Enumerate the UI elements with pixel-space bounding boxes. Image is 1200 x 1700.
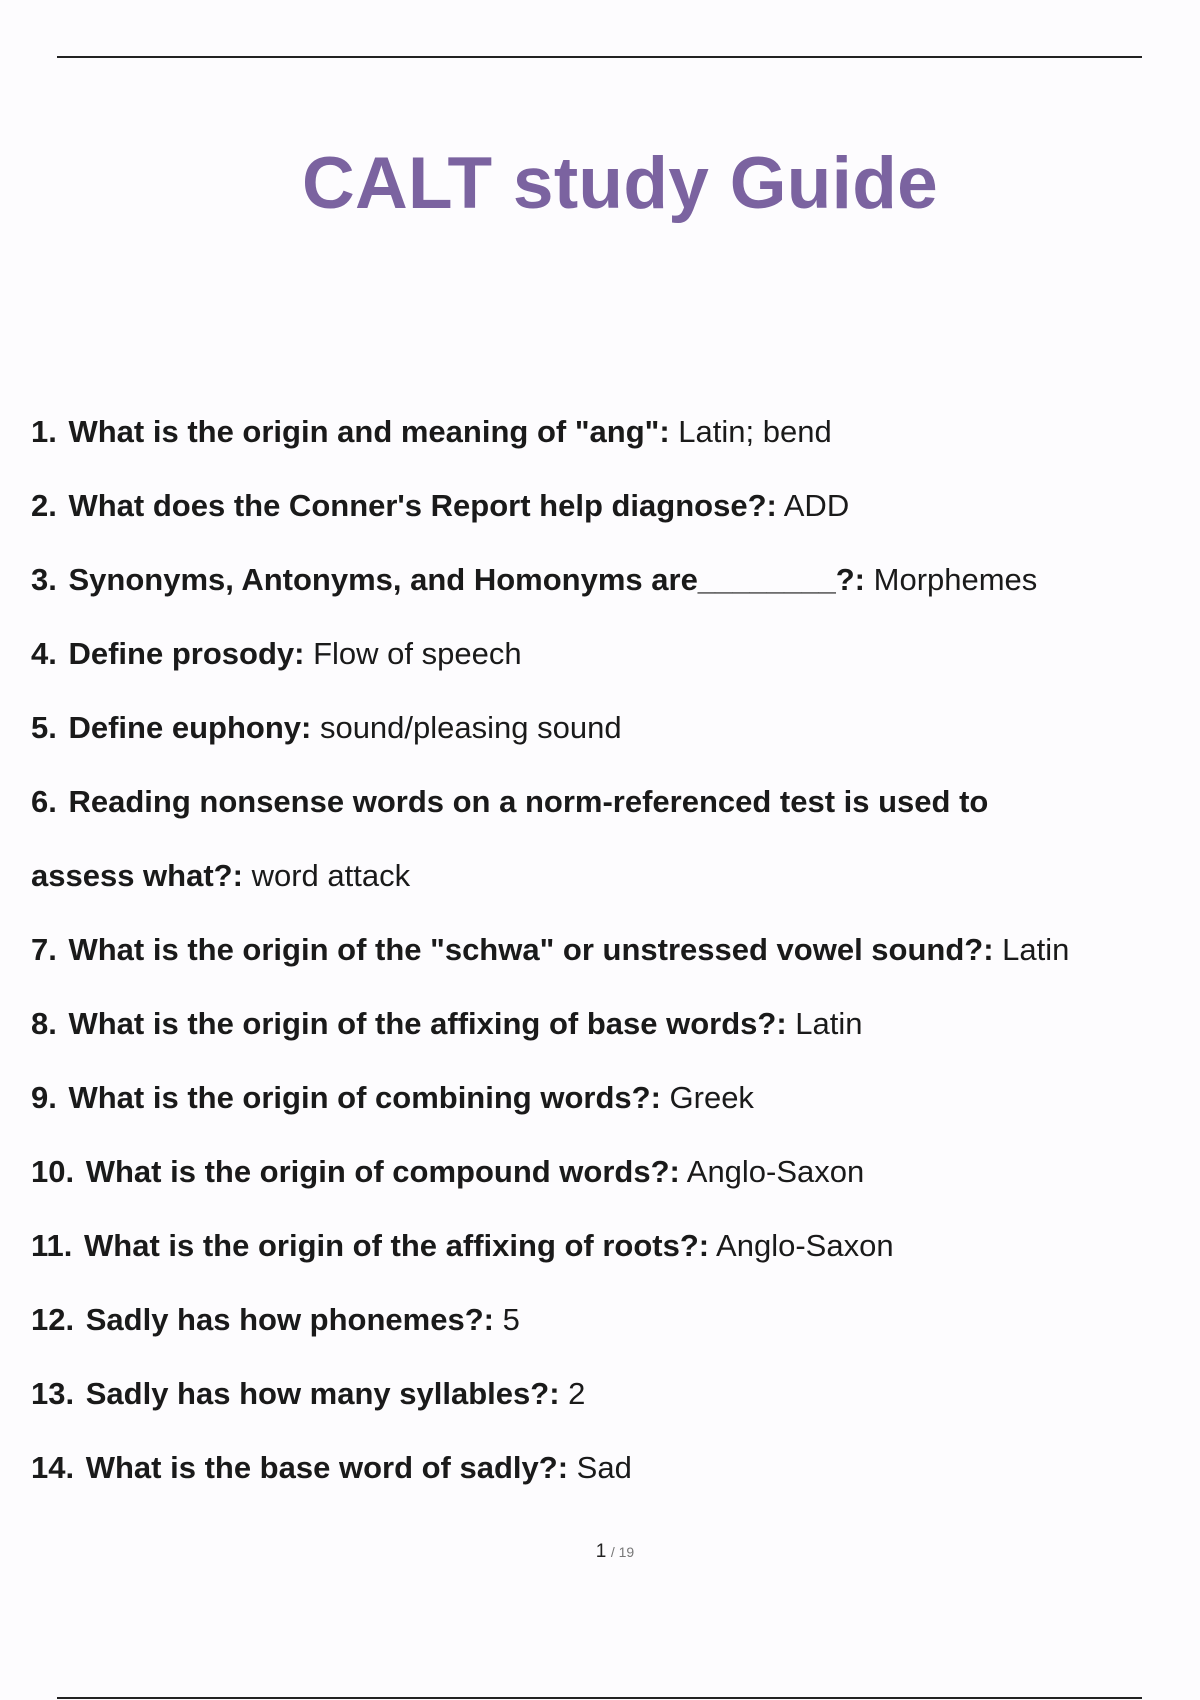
page-number [0,1541,1200,1563]
answer-text: ADD [783,488,850,523]
question-item [31,1209,1171,1283]
question-number: 5. [31,710,57,745]
question-text: Sadly has how phonemes?: [85,1302,494,1337]
answer-text: Anglo-Saxon [716,1228,894,1263]
question-text: What is the origin of the affixing of base words?: [68,1006,787,1041]
question-text: Synonyms, Antonyms, and Homonyms are________?: [68,562,865,597]
question-item [31,469,1171,543]
answer-text: Latin; bend [678,414,832,449]
question-item [31,1357,1171,1431]
question-item [31,1431,1171,1505]
question-item [31,913,1171,987]
question-number: 3. [31,562,57,597]
question-item [31,765,1031,913]
question-number: 11. [31,1228,73,1263]
answer-text: 2 [568,1376,586,1411]
question-text: What is the base word of sadly?: [85,1450,569,1485]
question-number: 4. [31,636,57,671]
question-number: 6. [31,784,57,819]
question-text: Reading nonsense words on a norm-referenced test is used to assess what?: [31,784,989,893]
page-total: / 19 [610,1544,635,1560]
question-text: Define euphony: [68,710,312,745]
question-text: What is the origin and meaning of "ang": [68,414,670,449]
question-text: What is the origin of the affixing of roots?: [84,1228,710,1263]
question-text: Define prosody: [68,636,305,671]
question-text: What does the Conner's Report help diagnose?: [68,488,777,523]
question-text: What is the origin of the "schwa" or unstressed vowel sound?: [68,932,994,967]
question-text: What is the origin of combining words?: [68,1080,661,1115]
question-text: Sadly has how many syllables?: [85,1376,560,1411]
question-number: 12. [31,1302,75,1337]
question-item [31,691,1171,765]
question-number: 7. [31,932,57,967]
answer-text: word attack [251,858,411,893]
question-number: 14. [31,1450,75,1485]
question-list [31,395,1171,1505]
answer-text: Greek [669,1080,754,1115]
answer-text: Latin [795,1006,863,1041]
answer-text: Sad [576,1450,632,1485]
question-number: 1. [31,414,57,449]
question-number: 2. [31,488,57,523]
question-number: 8. [31,1006,57,1041]
question-item [31,543,1171,617]
question-text: What is the origin of compound words?: [85,1154,680,1189]
page-current: 1 [595,1541,607,1562]
question-item [31,987,1171,1061]
document-title: CALT study Guide [301,143,939,224]
answer-text: 5 [502,1302,520,1337]
top-rule [57,56,1142,58]
question-item [31,1283,1171,1357]
question-item [31,1061,1171,1135]
question-number: 10. [31,1154,75,1189]
answer-text: Morphemes [873,562,1038,597]
answer-text: Flow of speech [313,636,522,671]
question-item [31,1135,1171,1209]
answer-text: Anglo-Saxon [686,1154,865,1189]
question-item [31,617,1171,691]
question-item [31,395,1171,469]
bottom-rule [57,1697,1142,1699]
answer-text: Latin [1002,932,1070,967]
question-number: 13. [31,1376,75,1411]
answer-text: sound/pleasing sound [319,710,622,745]
question-number: 9. [31,1080,57,1115]
